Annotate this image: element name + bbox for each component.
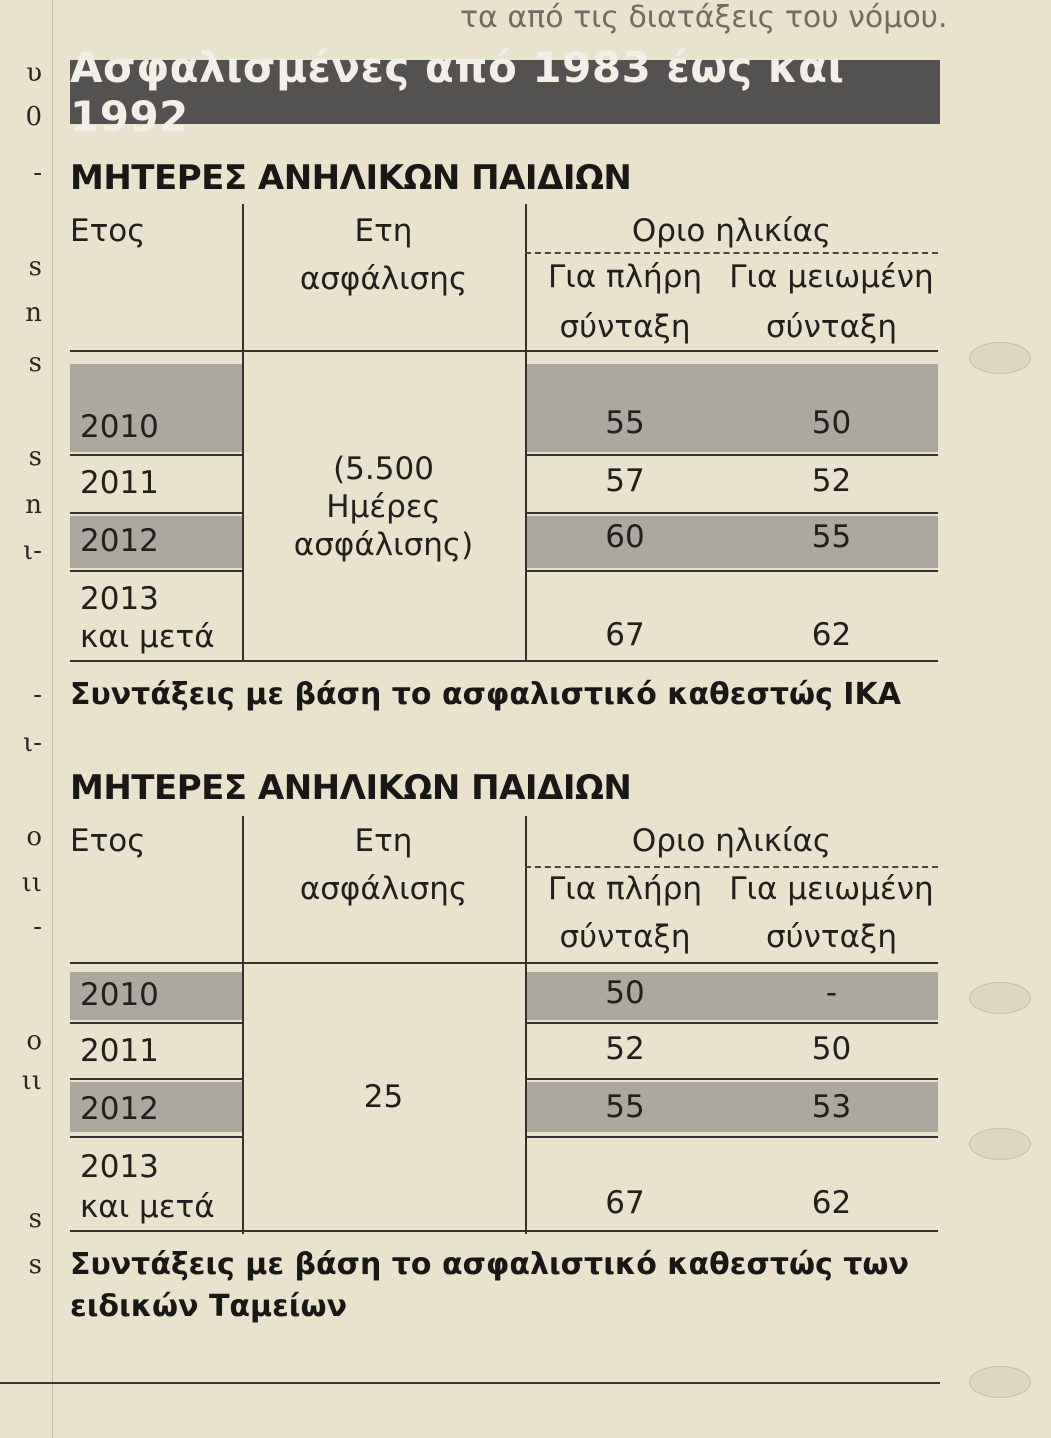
row-year: 2012	[80, 1091, 159, 1127]
row-full-age: 57	[605, 463, 645, 499]
header-rule	[70, 962, 938, 964]
row-rule	[525, 570, 938, 572]
header-divider	[525, 252, 938, 254]
header-year: Ετος	[70, 823, 146, 859]
table2-caption-line: ειδικών Ταμείων	[70, 1289, 348, 1324]
fragment: n	[25, 490, 42, 520]
binder-hole-mark	[969, 342, 1031, 374]
header-reduced-pension: σύνταξη	[766, 919, 897, 955]
fragment: -	[33, 680, 42, 710]
row-rule	[70, 1078, 242, 1080]
fragment: υ	[26, 58, 42, 88]
fragment: ι-	[23, 536, 42, 566]
banner-title: Ασφαλισμένες από 1983 έως και 1992	[70, 60, 940, 124]
fragment: ο	[26, 1026, 42, 1056]
table1-section-title: ΜΗΤΕΡΕΣ ΑΝΗΛΙΚΩΝ ΠΑΙΔΙΩΝ	[70, 158, 632, 198]
row-rule	[525, 454, 938, 456]
table2	[70, 816, 938, 1234]
binder-hole-mark	[969, 1366, 1031, 1398]
row-year: 2012	[80, 523, 159, 559]
table1-caption: Συντάξεις με βάση το ασφαλιστικό καθεστώς ΙΚΑ	[70, 677, 901, 712]
row-full-age: 60	[605, 519, 645, 555]
row-rule	[70, 570, 242, 572]
row-rule	[525, 1078, 938, 1080]
table-bottom-rule	[70, 660, 938, 662]
header-full-pension: Για πλήρη	[547, 259, 703, 295]
row-reduced-age: 50	[811, 405, 852, 441]
row-reduced-age: 55	[811, 519, 852, 555]
row-rule	[70, 1022, 242, 1024]
row-rule	[70, 1136, 242, 1138]
header-insurance-years: ασφάλισης	[299, 261, 468, 297]
row-reduced-age: -	[825, 975, 838, 1011]
header-divider	[525, 866, 938, 868]
table2-caption	[70, 1244, 930, 1328]
row-rule	[70, 512, 242, 514]
row-full-age: 67	[605, 1185, 645, 1221]
fragment: ι-	[23, 728, 42, 758]
row-year: 2011	[80, 465, 159, 501]
fragment: -	[33, 158, 42, 188]
binder-hole-mark	[969, 982, 1031, 1014]
header-rule	[70, 350, 938, 352]
header-insurance-years: Ετη	[354, 213, 413, 249]
fragment: s	[28, 252, 42, 282]
fragment: s	[28, 1204, 42, 1234]
table2-caption-line: Συντάξεις με βάση το ασφαλιστικό καθεστώς των	[70, 1247, 909, 1282]
row-rule	[525, 512, 938, 514]
row-reduced-age: 52	[811, 463, 852, 499]
header-age-limit: Οριο ηλικίας	[631, 213, 832, 249]
header-reduced-pension: σύνταξη	[766, 309, 897, 345]
row-full-age: 50	[605, 975, 645, 1011]
row-reduced-age: 62	[811, 1185, 852, 1221]
table-bottom-rule	[70, 1230, 938, 1232]
row-year: 2011	[80, 1033, 159, 1069]
fragment: ιι	[21, 868, 42, 898]
row-reduced-age: 53	[811, 1089, 852, 1125]
header-insurance-years: ασφάλισης	[299, 871, 468, 907]
fragment: 0	[25, 102, 42, 132]
fragment: ο	[26, 822, 42, 852]
insurance-days-value: ασφάλισης)	[293, 527, 474, 563]
header-insurance-years: Ετη	[354, 823, 413, 859]
header-reduced-pension: Για μειωμένη	[729, 871, 934, 907]
previous-article-text: τα από τις διατάξεις του νόμου.	[460, 0, 948, 35]
row-year: και μετά	[80, 619, 215, 655]
row-rule	[525, 1022, 938, 1024]
row-year: 2010	[80, 409, 159, 445]
row-full-age: 52	[605, 1031, 645, 1067]
fragment: s	[28, 1250, 42, 1280]
row-rule	[70, 454, 242, 456]
insurance-days-value: (5.500	[333, 451, 434, 487]
row-full-age: 67	[605, 617, 645, 653]
header-age-limit: Οριο ηλικίας	[631, 823, 832, 859]
fragment: -	[33, 912, 42, 942]
row-reduced-age: 62	[811, 617, 852, 653]
row-year: 2010	[80, 977, 159, 1013]
footer-rule	[0, 1382, 940, 1384]
row-year: 2013	[80, 581, 159, 617]
fragment: s	[28, 348, 42, 378]
adjacent-column-fragments	[0, 0, 53, 1438]
fragment: ιι	[21, 1066, 42, 1096]
binder-hole-mark	[969, 1128, 1031, 1160]
insurance-days-value: Ημέρες	[326, 489, 441, 525]
insurance-years-value: 25	[363, 1079, 404, 1115]
header-full-pension: σύνταξη	[559, 309, 691, 345]
header-year: Ετος	[70, 213, 146, 249]
row-year: και μετά	[80, 1189, 215, 1225]
header-full-pension: σύνταξη	[559, 919, 691, 955]
fragment: s	[28, 442, 42, 472]
header-reduced-pension: Για μειωμένη	[729, 259, 934, 295]
table1	[70, 204, 938, 662]
row-reduced-age: 50	[811, 1031, 852, 1067]
table2-section-title: ΜΗΤΕΡΕΣ ΑΝΗΛΙΚΩΝ ΠΑΙΔΙΩΝ	[70, 768, 632, 808]
row-year: 2013	[80, 1149, 159, 1185]
row-full-age: 55	[605, 405, 645, 441]
row-full-age: 55	[605, 1089, 645, 1125]
fragment: n	[25, 298, 42, 328]
row-rule	[525, 1136, 938, 1138]
header-full-pension: Για πλήρη	[547, 871, 703, 907]
